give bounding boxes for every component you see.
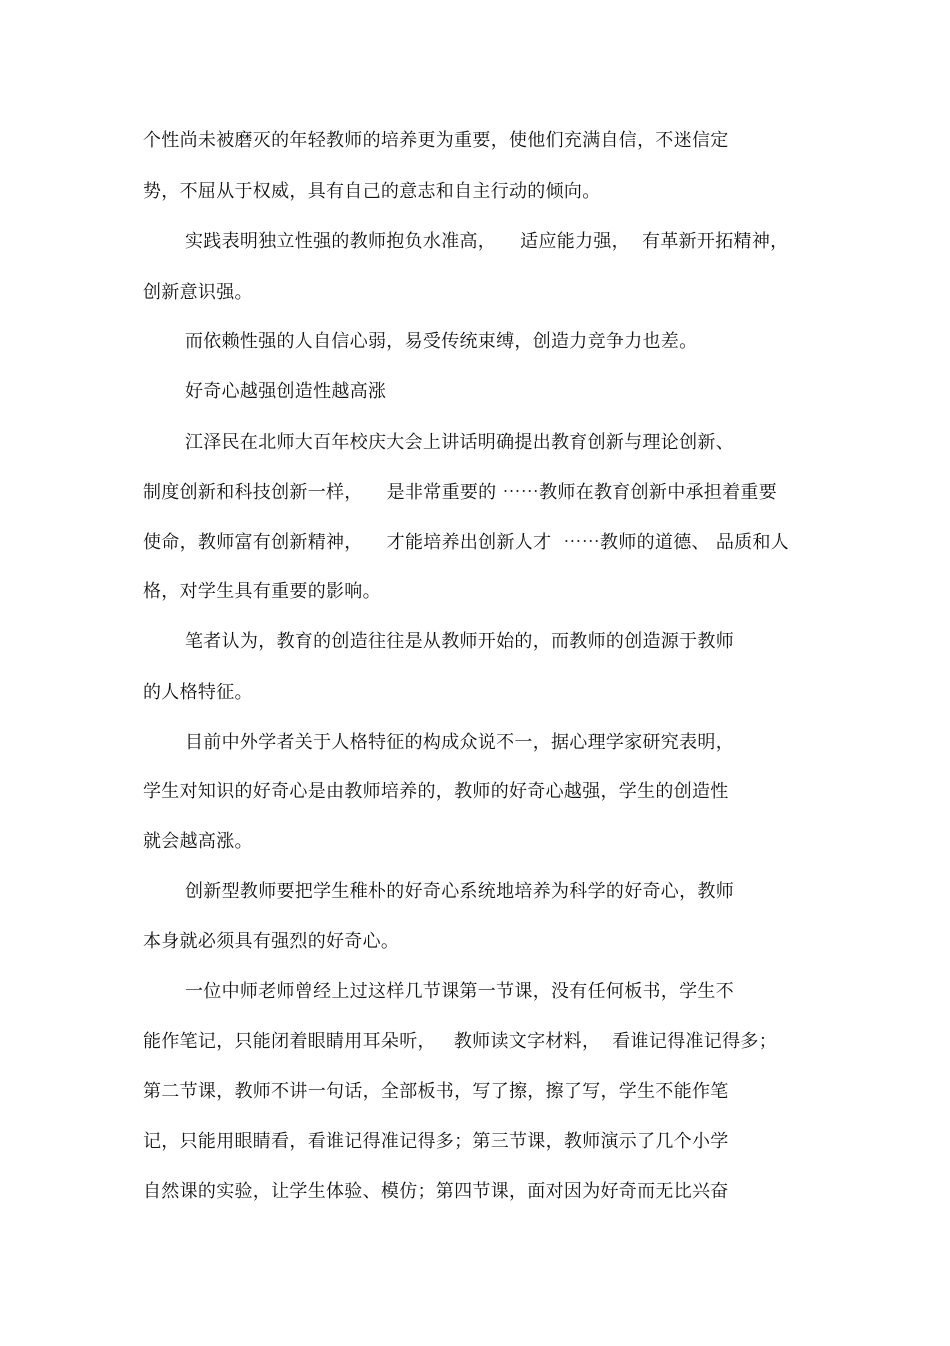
section-heading: 好奇心越强创造性越高涨 <box>185 381 387 402</box>
text-line: 个性尚未被磨灭的年轻教师的培养更为重要，使他们充满自信，不迷信定 <box>143 130 729 151</box>
text-line: 学生对知识的好奇心是由教师培养的，教师的好奇心越强，学生的创造性 <box>143 781 729 802</box>
text-line: 势，不屈从于权威，具有自己的意志和自主行动的倾向。 <box>143 181 601 202</box>
text-line: 本身就必须具有强烈的好奇心。 <box>143 931 400 952</box>
text-line: 的人格特征。 <box>143 682 253 703</box>
paragraph-start-line: 江泽民在北师大百年校庆大会上讲话明确提出教育创新与理论创新、 <box>185 432 734 453</box>
text-line: 记，只能用眼睛看，看谁记得准记得多；第三节课，教师演示了几个小学 <box>143 1131 729 1152</box>
text-line: 格，对学生具有重要的影响。 <box>143 581 381 602</box>
paragraph-start-line: 目前中外学者关于人格特征的构成众说不一，据心理学家研究表明， <box>185 732 734 753</box>
paragraph-start-line: 而依赖性强的人自信心弱，易受传统束缚，创造力竞争力也差。 <box>185 331 698 352</box>
text-line: 制度创新和科技创新一样， 是非常重要的 ⋯⋯教师在教育创新中承担着重要 <box>143 482 778 503</box>
paragraph-start-line: 实践表明独立性强的教师抱负水准高， 适应能力强， 有革新开拓精神， <box>185 231 789 252</box>
text-line: 使命，教师富有创新精神， 才能培养出创新人才 ⋯⋯教师的道德、 品质和人 <box>143 532 790 553</box>
text-line: 就会越高涨。 <box>143 831 253 852</box>
text-line: 能作笔记，只能闭着眼睛用耳朵听， 教师读文字材料， 看谁记得准记得多； <box>143 1031 778 1052</box>
paragraph-start-line: 创新型教师要把学生稚朴的好奇心系统地培养为科学的好奇心，教师 <box>185 881 734 902</box>
text-line: 自然课的实验，让学生体验、模仿；第四节课，面对因为好奇而无比兴奋 <box>143 1181 729 1202</box>
paragraph-start-line: 笔者认为，教育的创造往往是从教师开始的，而教师的创造源于教师 <box>185 631 734 652</box>
paragraph-start-line: 一位中师老师曾经上过这样几节课第一节课，没有任何板书，学生不 <box>185 981 734 1002</box>
text-line: 创新意识强。 <box>143 282 253 303</box>
text-line: 第二节课，教师不讲一句话，全部板书，写了擦，擦了写，学生不能作笔 <box>143 1081 729 1102</box>
